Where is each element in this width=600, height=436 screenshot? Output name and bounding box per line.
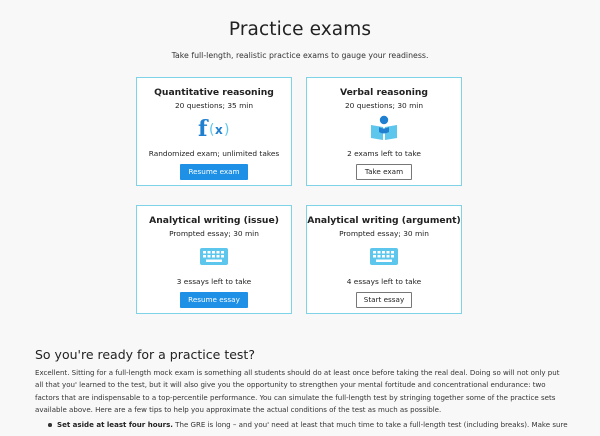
start-essay-button[interactable]: Start essay: [356, 292, 412, 308]
page-subtitle: Take full-length, realistic practice exams to gauge your readiness.: [171, 51, 429, 60]
card-meta: Prompted essay; 30 min: [339, 229, 429, 238]
verbal-reasoning-card: [306, 77, 462, 186]
card-meta: 20 questions; 30 min: [344, 101, 424, 110]
tip-bold: Set aside at least four hours.: [57, 420, 173, 429]
function-icon: [196, 115, 232, 141]
list-item: [48, 419, 568, 431]
keyboard-icon: [196, 243, 232, 269]
card-status: 4 essays left to take: [346, 277, 422, 286]
svg-text:(: (: [209, 122, 215, 138]
keyboard-icon: [366, 243, 402, 269]
svg-text:f: f: [198, 116, 208, 141]
analytical-writing-issue-card: [136, 205, 292, 314]
card-title: Analytical writing (argument): [307, 215, 461, 226]
take-exam-button[interactable]: Take exam: [356, 164, 412, 180]
section-heading: So you're ready for a practice test?: [35, 347, 255, 362]
resume-exam-button[interactable]: Resume exam: [180, 164, 248, 180]
svg-text:): ): [224, 122, 230, 138]
card-title: Verbal reasoning: [339, 87, 429, 98]
section-body: Excellent. Sitting for a full-length mock exam is something all students should do at least once before taking the real deal. Doing so will not only put all that you' learned to the test, but it will also give you the opportunity to strengthen your mental fortitude and concentrational endurance: two factors that are indispensable to a top-percentile performance. You can simulate the full-length test by stringing together some of the practice sets available above. Here are a few tips to help you approximate the actual conditions of the test as much as possible.: [35, 368, 560, 414]
card-title: Analytical writing (issue): [149, 215, 279, 226]
quantitative-reasoning-card: [136, 77, 292, 186]
card-status: Randomized exam; unlimited takes: [148, 149, 280, 158]
card-meta: 20 questions; 35 min: [174, 101, 254, 110]
reader-icon: [366, 115, 402, 141]
tips-list: [48, 419, 568, 431]
card-meta: Prompted essay; 30 min: [169, 229, 259, 238]
card-title: Quantitative reasoning: [154, 87, 274, 98]
page-title: Practice exams: [228, 19, 372, 40]
tip-text: The GRE is long – and you' need at least that much time to take a full-length test (including breaks). Make sure: [172, 420, 568, 429]
card-status: 2 exams left to take: [347, 149, 421, 158]
card-status: 3 essays left to take: [176, 277, 252, 286]
svg-text:x: x: [215, 123, 223, 137]
analytical-writing-argument-card: [306, 205, 462, 314]
resume-essay-button[interactable]: Resume essay: [180, 292, 248, 308]
